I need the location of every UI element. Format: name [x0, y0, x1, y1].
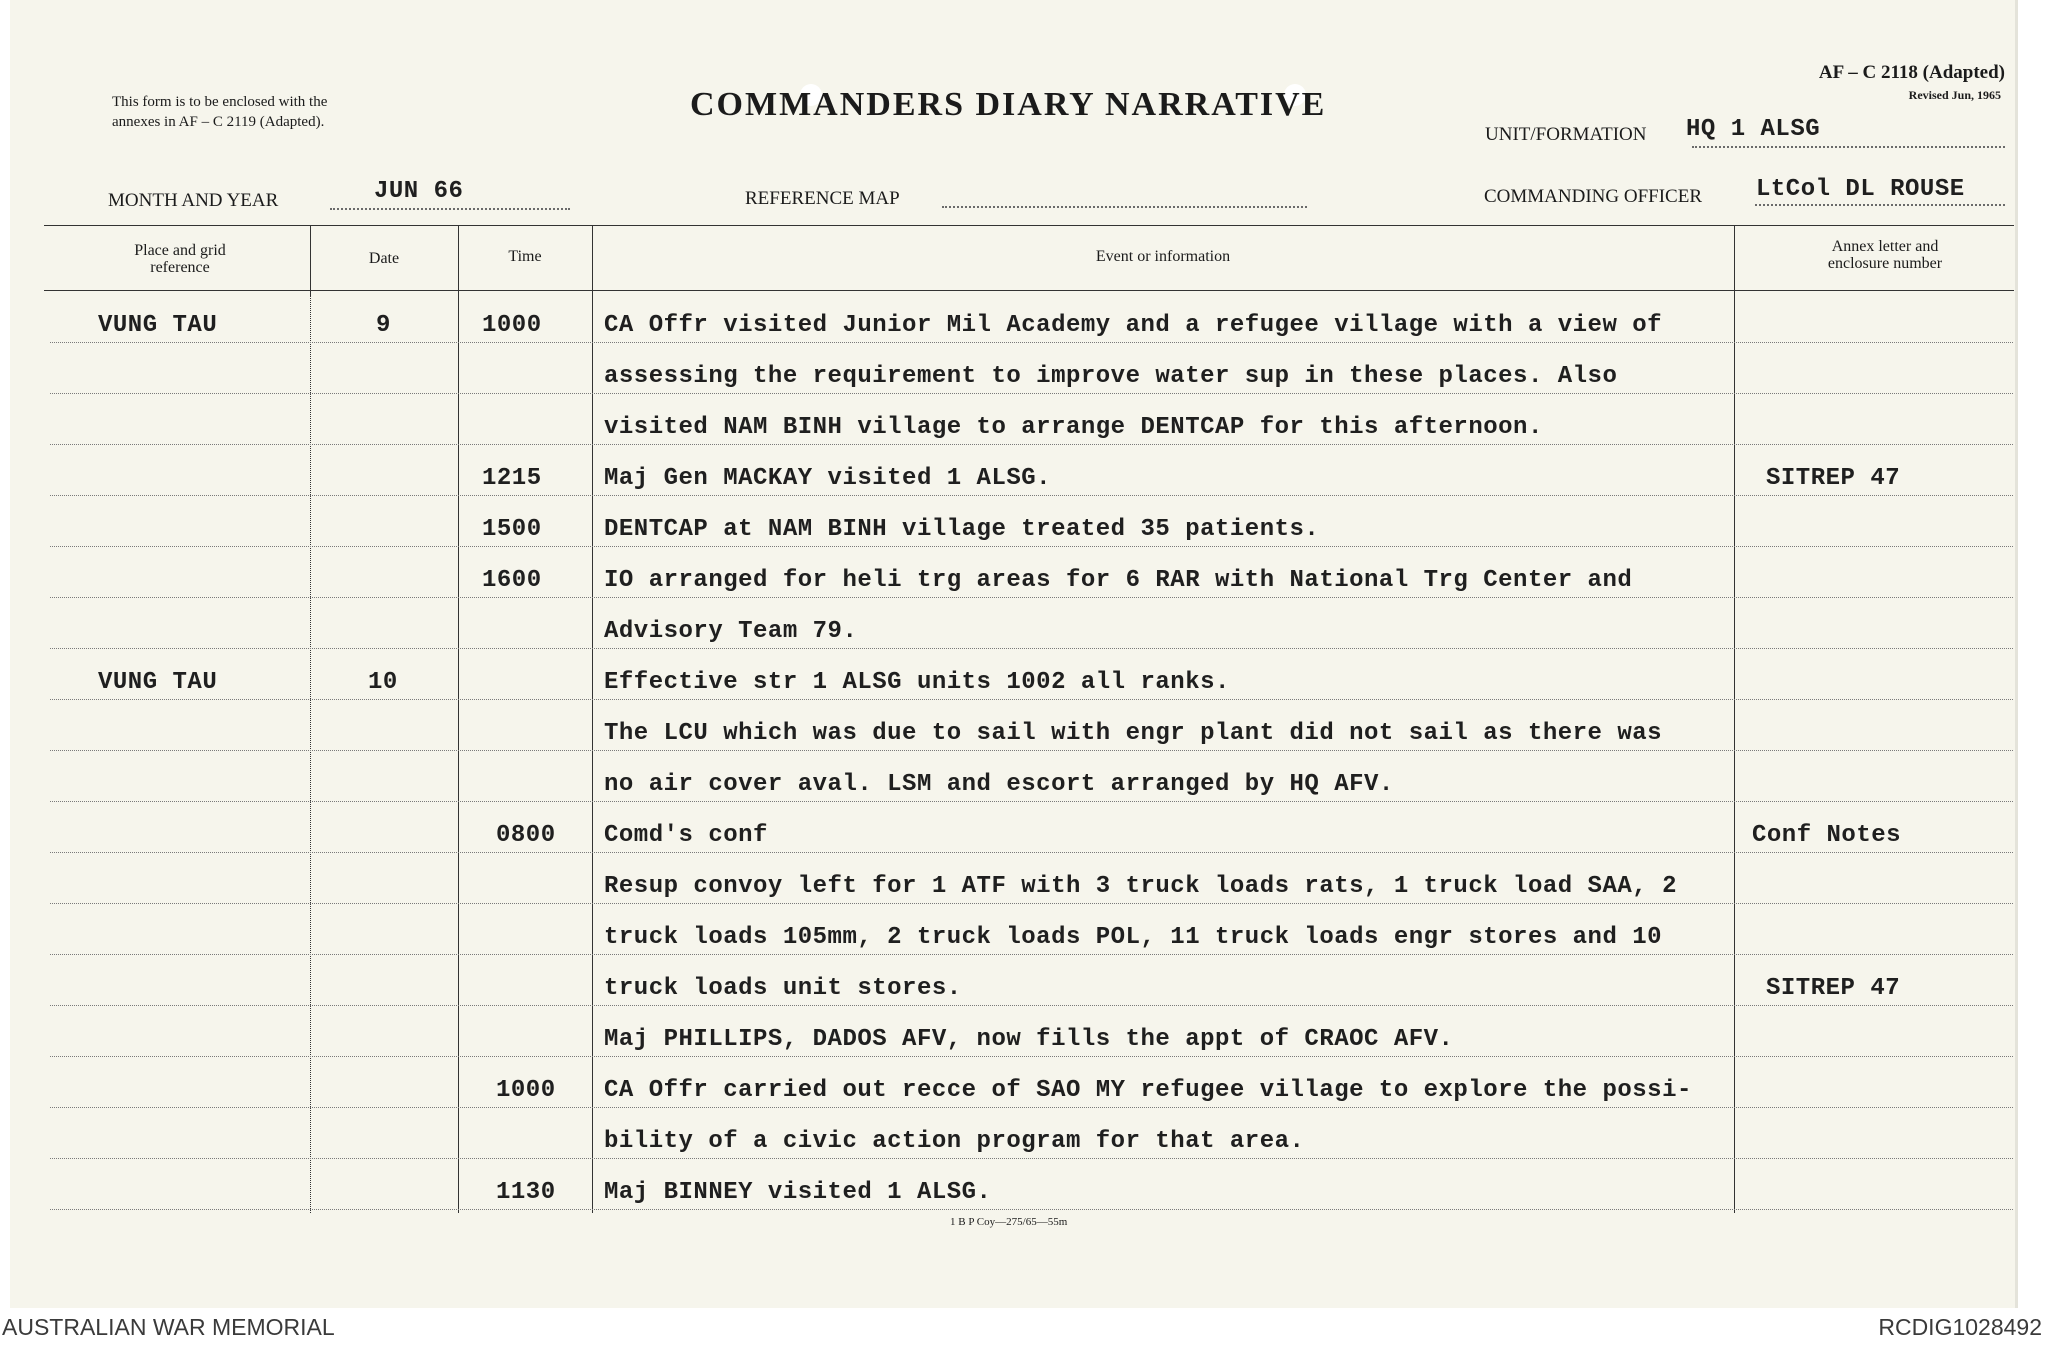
- row-event: assessing the requirement to improve water sup in these places. Also: [604, 363, 1618, 390]
- header-bottom-rule: [44, 290, 2014, 291]
- row-event: Resup convoy left for 1 ATF with 3 truck loads rats, 1 truck load SAA, 2: [604, 873, 1677, 900]
- row-line: [50, 903, 2013, 904]
- printer-imprint: 1 B P Coy—275/65—55m: [950, 1216, 1068, 1228]
- row-line: [50, 393, 2013, 394]
- row-place: VUNG TAU: [98, 669, 218, 696]
- row-annex: SITREP 47: [1766, 975, 1901, 1002]
- col-head-place: Place and grid reference: [134, 242, 226, 276]
- row-line: [50, 1158, 2013, 1159]
- row-place: VUNG TAU: [98, 312, 218, 339]
- row-event: Maj BINNEY visited 1 ALSG.: [604, 1179, 992, 1206]
- row-event: Effective str 1 ALSG units 1002 all ranks.: [604, 669, 1230, 696]
- co-value: LtCol DL ROUSE: [1756, 176, 1965, 203]
- row-line: [50, 495, 2013, 496]
- row-annex: SITREP 47: [1766, 465, 1901, 492]
- divider-time-event: [592, 225, 593, 1213]
- col-head-time: Time: [508, 248, 542, 265]
- row-event: The LCU which was due to sail with engr plant did not sail as there was: [604, 720, 1663, 747]
- form-title: COMMANDERS DIARY NARRATIVE: [690, 86, 1327, 123]
- unit-value: HQ 1 ALSG: [1686, 116, 1821, 143]
- co-dotline: [1755, 204, 2005, 206]
- col-head-annex: Annex letter and enclosure number: [1827, 238, 1943, 272]
- col-head-date: Date: [368, 250, 400, 267]
- row-event: no air cover aval. LSM and escort arranged by HQ AFV.: [604, 771, 1394, 798]
- row-event: CA Offr visited Junior Mil Academy and a refugee village with a view of: [604, 312, 1663, 339]
- col-head-event: Event or information: [1095, 248, 1231, 265]
- row-line: [50, 1005, 2013, 1006]
- row-date: 10: [368, 669, 398, 696]
- row-event: IO arranged for heli trg areas for 6 RAR with National Trg Center and: [604, 567, 1633, 594]
- row-line: [50, 954, 2013, 955]
- row-event: Advisory Team 79.: [604, 618, 858, 645]
- row-line: [50, 444, 2013, 445]
- row-annex: Conf Notes: [1752, 822, 1902, 849]
- row-event: Maj PHILLIPS, DADOS AFV, now fills the appt of CRAOC AFV.: [604, 1026, 1454, 1053]
- row-line: [50, 648, 2013, 649]
- row-date: 9: [376, 312, 391, 339]
- unit-dotline: [1692, 146, 2005, 148]
- row-event: Comd's conf: [604, 822, 768, 849]
- form-number: AF – C 2118 (Adapted): [1818, 62, 2005, 83]
- form-revised: Revised Jun, 1965: [1908, 88, 2001, 102]
- divider-date-time: [458, 225, 459, 1213]
- row-event: Maj Gen MACKAY visited 1 ALSG.: [604, 465, 1052, 492]
- archive-id: RCDIG1028492: [1878, 1314, 2042, 1340]
- co-label: COMMANDING OFFICER: [1484, 186, 1702, 207]
- row-time: 0800: [496, 822, 556, 849]
- row-line: [50, 546, 2013, 547]
- divider-event-annex: [1734, 225, 1735, 1213]
- month-label: MONTH AND YEAR: [108, 190, 279, 211]
- row-event: bility of a civic action program for that area.: [604, 1128, 1305, 1155]
- row-time: 1215: [482, 465, 542, 492]
- row-line: [50, 342, 2013, 343]
- month-value: JUN 66: [374, 178, 464, 205]
- row-event: truck loads 105mm, 2 truck loads POL, 11 truck loads engr stores and 10: [604, 924, 1663, 951]
- row-line: [50, 597, 2013, 598]
- month-dotline: [330, 208, 570, 210]
- row-time: 1130: [496, 1179, 556, 1206]
- row-event: DENTCAP at NAM BINH village treated 35 patients.: [604, 516, 1320, 543]
- row-line: [50, 852, 2013, 853]
- row-line: [50, 1056, 2013, 1057]
- row-time: 1000: [482, 312, 542, 339]
- enclosure-note-line2: annexes in AF – C 2119 (Adapted).: [112, 114, 325, 130]
- row-line: [50, 699, 2013, 700]
- map-dotline: [942, 206, 1307, 208]
- row-line: [50, 750, 2013, 751]
- unit-label: UNIT/FORMATION: [1485, 124, 1647, 145]
- divider-place-date-lower: [310, 295, 311, 1213]
- form-sheet: [10, 0, 2018, 1308]
- row-line: [50, 1107, 2013, 1108]
- row-event: visited NAM BINH village to arrange DENTCAP for this afternoon.: [604, 414, 1543, 441]
- map-label: REFERENCE MAP: [745, 188, 900, 209]
- row-time: 1000: [496, 1077, 556, 1104]
- row-line: [50, 801, 2013, 802]
- row-event: truck loads unit stores.: [604, 975, 962, 1002]
- row-line: [50, 1209, 2013, 1210]
- enclosure-note-line1: This form is to be enclosed with the: [112, 94, 328, 110]
- table-top-rule: [44, 225, 2014, 226]
- archive-credit: AUSTRALIAN WAR MEMORIAL: [2, 1314, 335, 1340]
- enclosure-note: [112, 92, 327, 132]
- row-time: 1600: [482, 567, 542, 594]
- row-event: CA Offr carried out recce of SAO MY refugee village to explore the possi-: [604, 1077, 1692, 1104]
- row-time: 1500: [482, 516, 542, 543]
